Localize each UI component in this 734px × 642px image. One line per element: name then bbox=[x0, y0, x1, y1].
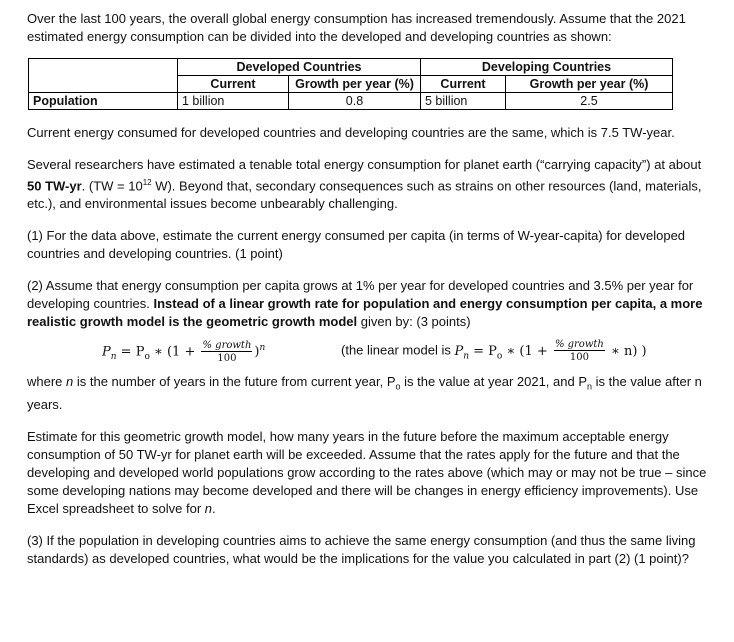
linear-fraction bbox=[554, 339, 605, 363]
table-corner-cell bbox=[29, 59, 178, 93]
formula-mid: ∗ (1 + bbox=[149, 344, 200, 360]
question-1: (1) For the data above, estimate the current energy consumed per capita (in terms of W-year-capita) for developed countries and developing countries. (1 point) bbox=[27, 228, 686, 262]
formula-close: ) bbox=[254, 344, 260, 360]
where-sub-o: o bbox=[395, 381, 401, 392]
col-header-devg-growth: Growth per year (%) bbox=[506, 76, 673, 93]
row-label-population: Population bbox=[29, 93, 178, 110]
current-energy-paragraph: Current energy consumed for developed countries and developing countries are the same, which is 7.5 TW-year. bbox=[27, 125, 675, 140]
capacity-text-2: . (TW = 10 bbox=[81, 178, 143, 194]
group-header-developed: Developed Countries bbox=[178, 59, 421, 76]
formula-fraction bbox=[201, 340, 252, 364]
q2-text-1: (2) Assume that energy consumption per capita grows at 1% per year for developed countries and 3.5% per year for developing countries. bbox=[27, 278, 694, 312]
intro-paragraph: Over the last 100 years, the overall global energy consumption has increased tremendously. Assume that the 2021 estimated energy consumption can be divided into the developed and developing countries as shown: bbox=[27, 11, 686, 44]
linear-pn: P bbox=[454, 343, 464, 359]
where-text-1: where bbox=[27, 374, 67, 390]
question-2 bbox=[27, 277, 717, 331]
where-text-2: is the number of years in the future from current year, P bbox=[73, 374, 396, 390]
capacity-value: 50 TW-yr bbox=[27, 178, 82, 194]
formula-sub-n: n bbox=[110, 352, 117, 363]
linear-fraction-denominator: 100 bbox=[569, 352, 589, 364]
linear-end: ∗ n) ) bbox=[606, 343, 647, 359]
geometric-formula bbox=[102, 339, 265, 366]
estimate-n: n bbox=[204, 500, 212, 516]
capacity-text-1: Several researchers have estimated a tenable total energy consumption for planet earth (“carrying capacity”) at about bbox=[27, 157, 702, 172]
cell-dev-growth: 0.8 bbox=[289, 93, 421, 110]
table-group-header-row bbox=[29, 59, 673, 76]
col-header-dev-growth: Growth per year (%) bbox=[289, 76, 421, 93]
question-3: (3) If the population in developing countries aims to achieve the same energy consumption (and thus the same living standards) as developed countries, what would be the implications for the value you calculated in part (2) (1 point)? bbox=[27, 532, 696, 566]
where-n: n bbox=[66, 374, 74, 390]
population-table bbox=[28, 58, 673, 110]
estimate-paragraph bbox=[27, 428, 717, 518]
linear-prefix: (the linear model is bbox=[341, 342, 455, 358]
where-sub-n: n bbox=[587, 381, 593, 392]
cell-devg-growth: 2.5 bbox=[506, 93, 673, 110]
where-text-3: is the value at year 2021, and P bbox=[400, 374, 588, 390]
group-header-developing: Developing Countries bbox=[421, 59, 673, 76]
estimate-end: . bbox=[212, 500, 216, 516]
carrying-capacity-paragraph bbox=[27, 156, 717, 213]
formula-eq: = P bbox=[116, 344, 145, 360]
linear-eq: = P bbox=[469, 343, 497, 359]
estimate-text: Estimate for this geometric growth model, how many years in the future before the maximum acceptable energy consumption of 50 TW-yr for planet earth will be exceeded. Assume that the rates apply for the future and that the developing and developed world populations grow according to the rates above (which may or may not be true – since some developing nations may become developed and there will be changes in energy efficiency improvements). Use Excel spreadsheet to solve for bbox=[27, 428, 707, 516]
capacity-text-3: W). Beyond that, secondary consequences such as strains on other resources (land, materials, etc.), and environmental issues become unbearably challenging. bbox=[27, 178, 702, 212]
formula-row bbox=[27, 333, 717, 363]
capacity-exponent: 12 bbox=[142, 178, 152, 187]
document-page bbox=[27, 10, 717, 568]
fraction-denominator: 100 bbox=[217, 353, 237, 365]
q2-bold-text: Instead of a linear growth rate for population and energy consumption per capita, a more realistic growth model is the geometric growth model bbox=[27, 296, 703, 330]
formula-sub-o: o bbox=[144, 352, 150, 363]
col-header-dev-current: Current bbox=[178, 76, 289, 93]
linear-sub-o: o bbox=[496, 351, 503, 362]
formula-exponent: n bbox=[259, 343, 266, 354]
linear-mid: ∗ (1 + bbox=[502, 343, 552, 359]
formula-pn: P bbox=[102, 344, 111, 360]
linear-fraction-numerator: % growth bbox=[554, 339, 604, 351]
fraction-numerator: % growth bbox=[202, 340, 252, 352]
col-header-devg-current: Current bbox=[421, 76, 506, 93]
linear-sub-n: n bbox=[463, 351, 469, 362]
cell-devg-current: 5 billion bbox=[421, 93, 506, 110]
cell-dev-current: 1 billion bbox=[178, 93, 289, 110]
where-text-4: is the value after n years. bbox=[27, 374, 702, 412]
q2-text-2: given by: (3 points) bbox=[357, 314, 471, 330]
table-row bbox=[29, 93, 673, 110]
linear-formula bbox=[341, 339, 647, 365]
where-paragraph bbox=[27, 373, 717, 414]
